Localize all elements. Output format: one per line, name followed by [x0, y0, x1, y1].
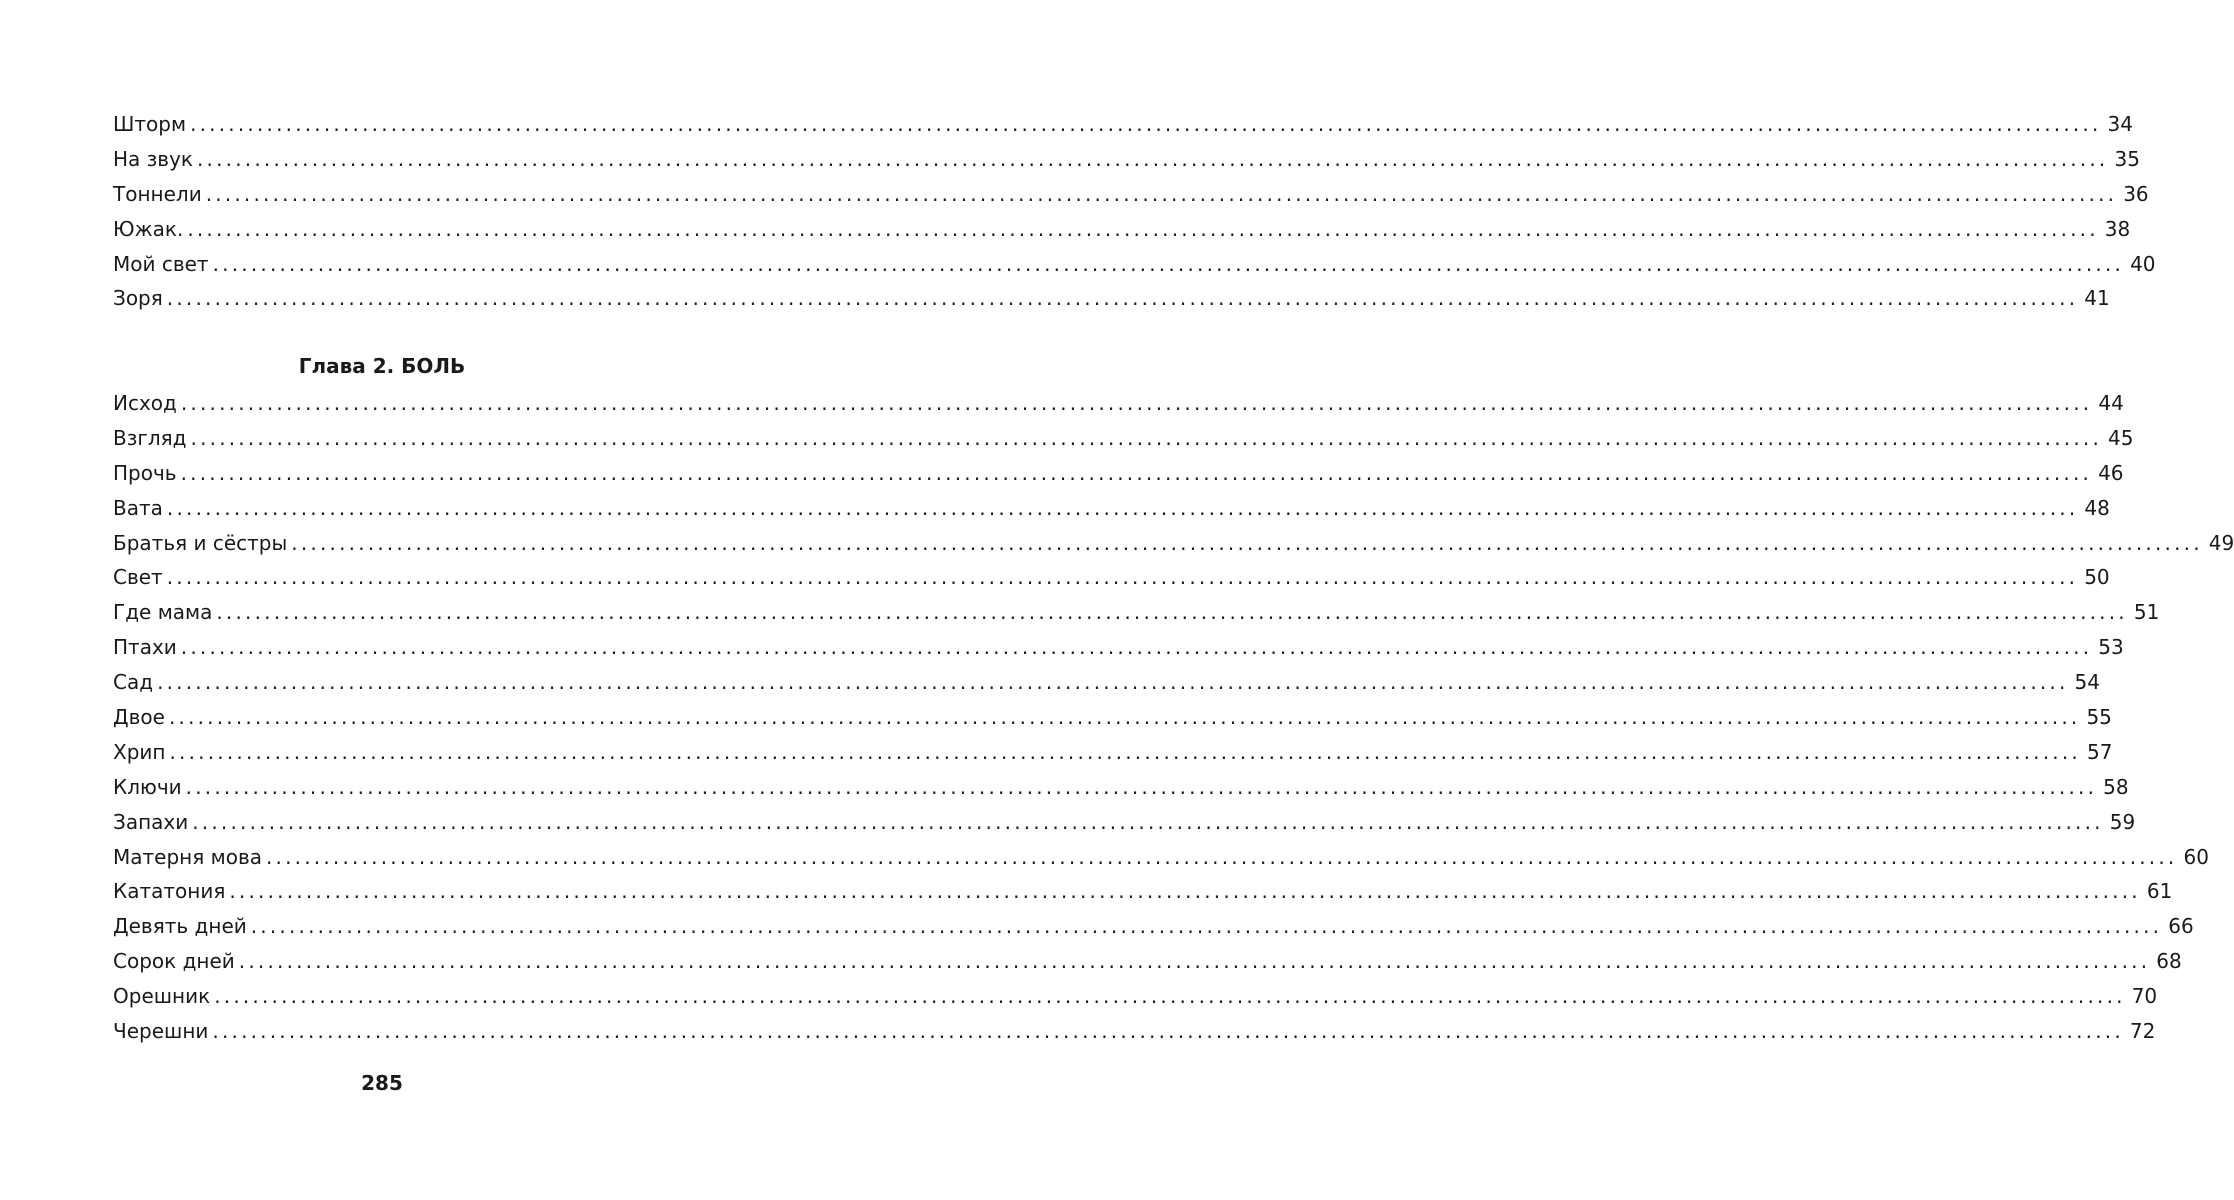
toc-entry — [113, 142, 2140, 177]
toc-entry-page: 48 — [2084, 495, 2110, 520]
toc-entry-title: Братья и сёстры — [113, 530, 288, 555]
toc-entry — [113, 665, 2100, 700]
toc-entry — [113, 944, 2182, 979]
toc-entry-title: Кататония — [113, 879, 226, 904]
toc-dot-leader: ........................................................................................................................................................................................................ — [190, 112, 2102, 136]
toc-entry-title: Хрип — [113, 739, 166, 764]
toc-dot-leader: ........................................................................................................................................................................................................ — [185, 774, 2098, 799]
page-number: 285 — [361, 1071, 403, 1095]
toc-dot-leader: ........................................................................................................................................................................................................ — [187, 216, 2099, 241]
toc-entry — [113, 526, 2234, 561]
toc-dot-leader: ........................................................................................................................................................................................................ — [190, 425, 2102, 450]
toc-entry — [113, 247, 2156, 282]
toc-entry — [113, 491, 2110, 526]
toc-entry-page: 35 — [2114, 146, 2140, 171]
toc-dot-leader: ........................................................................................................................................................................................................ — [216, 600, 2128, 625]
toc-entry-page: 38 — [2104, 216, 2131, 241]
toc-entry — [113, 560, 2110, 595]
toc-entry — [113, 456, 2124, 491]
toc-entry — [113, 1014, 2156, 1049]
toc-entry — [113, 212, 2131, 247]
toc-dot-leader: ........................................................................................................................................................................................................ — [212, 251, 2125, 276]
toc-entry — [113, 909, 2194, 944]
toc-entry-title: Матерня мова — [113, 844, 262, 869]
toc-entry-page: 60 — [2183, 844, 2209, 869]
toc-entry-title: Вата — [113, 495, 163, 520]
toc-entry-page: 45 — [2108, 425, 2134, 450]
toc-entry-page: 51 — [2133, 600, 2160, 625]
toc-entry — [113, 107, 2133, 142]
toc-entry-page: 53 — [2098, 635, 2124, 660]
toc-entry-title: Сорок дней — [113, 949, 235, 974]
toc-entry-page: 50 — [2084, 565, 2110, 590]
chapter-heading: Глава 2. БОЛЬ — [298, 354, 466, 378]
toc-entry-page: 58 — [2103, 774, 2129, 799]
toc-entry-page: 49 — [2208, 530, 2234, 555]
toc-entry-page: 36 — [2123, 181, 2149, 206]
toc-entry — [113, 386, 2124, 421]
toc-entry — [113, 700, 2112, 735]
toc-entry — [113, 735, 2113, 770]
toc-dot-leader: ........................................................................................................................................................................................................ — [192, 809, 2104, 834]
toc-list-chapter-2 — [113, 386, 2234, 1049]
toc-entry-title: Исход — [113, 391, 177, 415]
toc-dot-leader: ........................................................................................................................................................................................................ — [180, 635, 2093, 660]
toc-dot-leader: ........................................................................................................................................................................................................ — [212, 1019, 2124, 1044]
toc-entry-page: 59 — [2109, 809, 2136, 834]
toc-entry-title: Сад — [113, 670, 154, 695]
toc-entry — [113, 595, 2160, 630]
toc-entry-title: Где мама — [113, 600, 213, 625]
toc-dot-leader: ........................................................................................................................................................................................................ — [166, 495, 2079, 520]
toc-entry-title: Мой свет — [113, 251, 209, 276]
toc-entry-page: 34 — [2107, 112, 2133, 136]
toc-dot-leader: ........................................................................................................................................................................................................ — [250, 914, 2163, 939]
toc-entry — [113, 874, 2173, 909]
toc-entry-title: Запахи — [113, 809, 189, 834]
toc-entry-title: Шторм — [113, 112, 187, 136]
toc-dot-leader: ........................................................................................................................................................................................................ — [168, 705, 2081, 730]
toc-entry-title: Двое — [113, 705, 165, 730]
toc-dot-leader: ........................................................................................................................................................................................................ — [197, 146, 2109, 171]
toc-entry-title: Черешни — [113, 1019, 209, 1044]
toc-dot-leader: ........................................................................................................................................................................................................ — [266, 844, 2178, 869]
toc-entry-page: 41 — [2084, 286, 2110, 311]
toc-entry-title: Ключи — [113, 774, 182, 799]
toc-entry — [113, 770, 2129, 805]
toc-entry-page: 70 — [2131, 984, 2158, 1009]
toc-entry-title: Южак. — [113, 216, 184, 241]
toc-entry-page: 68 — [2156, 949, 2182, 974]
toc-dot-leader: ........................................................................................................................................................................................................ — [166, 286, 2079, 311]
toc-entry-page: 61 — [2146, 879, 2173, 904]
toc-dot-leader: ........................................................................................................................................................................................................ — [291, 530, 2203, 555]
toc-entry — [113, 979, 2158, 1014]
toc-entry — [113, 281, 2110, 316]
toc-entry-page: 54 — [2074, 670, 2100, 695]
toc-entry-page: 46 — [2098, 460, 2124, 485]
toc-entry — [113, 177, 2149, 212]
toc-entry-page: 72 — [2129, 1019, 2156, 1044]
toc-entry-page: 57 — [2086, 739, 2113, 764]
toc-entry-page: 40 — [2130, 251, 2156, 276]
toc-entry-title: На звук — [113, 146, 193, 171]
toc-entry — [113, 630, 2124, 665]
toc-entry-title: Орешник — [113, 984, 211, 1009]
toc-entry-title: Птахи — [113, 635, 177, 660]
toc-entry-title: Свет — [113, 565, 163, 590]
toc-entry-title: Взгляд — [113, 425, 187, 450]
toc-entry-page: 66 — [2168, 914, 2194, 939]
toc-entry-title: Зоря — [113, 286, 163, 311]
toc-entry-title: Девять дней — [113, 914, 247, 939]
toc-dot-leader: ........................................................................................................................................................................................................ — [180, 391, 2093, 415]
toc-entry — [113, 421, 2134, 456]
toc-dot-leader: ........................................................................................................................................................................................................ — [229, 879, 2141, 904]
toc-entry-page: 55 — [2086, 705, 2112, 730]
toc-dot-leader: ........................................................................................................................................................................................................ — [157, 670, 2069, 695]
toc-entry — [113, 840, 2209, 875]
toc-entry-page: 44 — [2098, 391, 2124, 415]
toc-entry-title: Прочь — [113, 460, 177, 485]
toc-dot-leader: ........................................................................................................................................................................................................ — [238, 949, 2151, 974]
toc-dot-leader: ........................................................................................................................................................................................................ — [214, 984, 2126, 1009]
toc-dot-leader: ........................................................................................................................................................................................................ — [180, 460, 2093, 485]
toc-entry-title: Тоннели — [113, 181, 202, 206]
toc-dot-leader: ........................................................................................................................................................................................................ — [205, 181, 2118, 206]
toc-dot-leader: ........................................................................................................................................................................................................ — [169, 739, 2081, 764]
toc-entry — [113, 805, 2136, 840]
toc-list-top — [113, 107, 2156, 316]
toc-dot-leader: ........................................................................................................................................................................................................ — [166, 565, 2079, 590]
